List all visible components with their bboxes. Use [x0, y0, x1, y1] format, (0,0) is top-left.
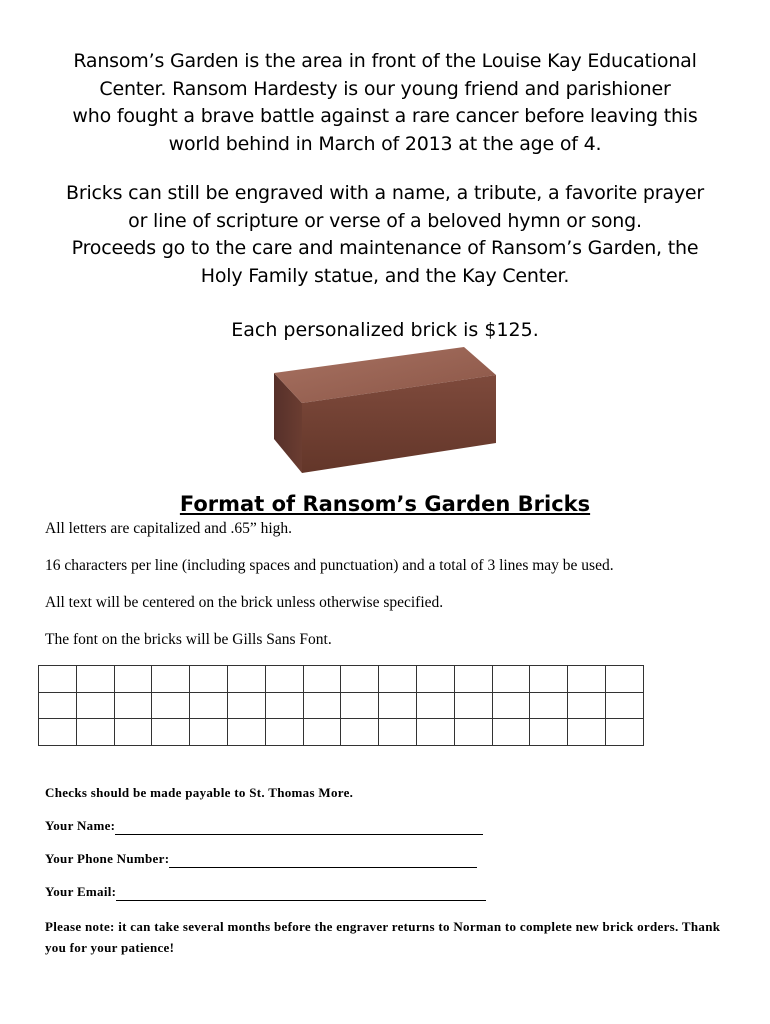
- grid-cell[interactable]: [379, 692, 417, 719]
- grid-row: [39, 719, 644, 746]
- grid-cell[interactable]: [39, 719, 77, 746]
- grid-cell[interactable]: [114, 719, 152, 746]
- intro-line: Center. Ransom Hardesty is our young friend and parishioner: [99, 77, 671, 100]
- grid-cell[interactable]: [568, 719, 606, 746]
- intro-line: Bricks can still be engraved with a name, a tribute, a favorite prayer: [66, 182, 704, 204]
- grid-cell[interactable]: [605, 666, 643, 693]
- grid-row: [39, 692, 644, 719]
- grid-cell[interactable]: [152, 719, 190, 746]
- grid-cell[interactable]: [341, 692, 379, 719]
- grid-cell[interactable]: [227, 719, 265, 746]
- intro-text: [40, 48, 730, 290]
- grid-cell[interactable]: [227, 692, 265, 719]
- grid-cell[interactable]: [605, 719, 643, 746]
- grid-cell[interactable]: [303, 719, 341, 746]
- checks-note: Checks should be made payable to St. Thomas More.: [45, 785, 354, 800]
- grid-cell[interactable]: [492, 692, 530, 719]
- grid-cell[interactable]: [265, 692, 303, 719]
- email-label: Your Email:: [45, 884, 117, 899]
- intro-line: or line of scripture or verse of a beloved hymn or song.: [128, 209, 642, 232]
- format-rule: The font on the bricks will be Gills Sans Font.: [45, 631, 332, 648]
- grid-cell[interactable]: [152, 666, 190, 693]
- grid-cell[interactable]: [114, 692, 152, 719]
- grid-cell[interactable]: [190, 666, 228, 693]
- name-line[interactable]: [115, 820, 483, 835]
- email-field[interactable]: [45, 883, 486, 901]
- format-heading: Format of Ransom’s Garden Bricks: [179, 492, 591, 516]
- grid-cell[interactable]: [454, 692, 492, 719]
- grid-cell[interactable]: [265, 719, 303, 746]
- grid-cell[interactable]: [303, 692, 341, 719]
- phone-label: Your Phone Number:: [45, 851, 170, 866]
- grid-cell[interactable]: [114, 666, 152, 693]
- grid-cell[interactable]: [303, 666, 341, 693]
- grid-cell[interactable]: [530, 692, 568, 719]
- phone-line[interactable]: [169, 853, 477, 868]
- patience-note: Please note: it can take several months before the engraver returns to Norman to complete new brick orders. Thank you for your patience!: [45, 919, 721, 955]
- intro-line: Proceeds go to the care and maintenance of Ransom’s Garden, the: [71, 237, 699, 259]
- grid-cell[interactable]: [568, 666, 606, 693]
- grid-cell[interactable]: [39, 666, 77, 693]
- grid-cell[interactable]: [76, 719, 114, 746]
- format-rule: All text will be centered on the brick unless otherwise specified.: [45, 594, 444, 611]
- grid-cell[interactable]: [265, 666, 303, 693]
- grid-cell[interactable]: [76, 692, 114, 719]
- grid-cell[interactable]: [454, 666, 492, 693]
- grid-cell[interactable]: [190, 719, 228, 746]
- grid-cell[interactable]: [341, 666, 379, 693]
- brick-character-grid: [38, 665, 644, 746]
- grid-cell[interactable]: [492, 719, 530, 746]
- grid-cell[interactable]: [416, 692, 454, 719]
- email-line[interactable]: [116, 886, 486, 901]
- format-rule: All letters are capitalized and .65” high.: [45, 520, 293, 537]
- intro-line: world behind in March of 2013 at the age of 4.: [168, 132, 602, 155]
- grid-cell[interactable]: [76, 666, 114, 693]
- name-label: Your Name:: [45, 818, 116, 833]
- name-field[interactable]: [45, 817, 483, 835]
- grid-cell[interactable]: [379, 719, 417, 746]
- format-rule: 16 characters per line (including spaces and punctuation) and a total of 3 lines may be used.: [45, 557, 614, 574]
- grid-cell[interactable]: [227, 666, 265, 693]
- grid-cell[interactable]: [568, 692, 606, 719]
- brick-image: [272, 345, 497, 480]
- grid-row: [39, 666, 644, 693]
- phone-field[interactable]: [45, 850, 477, 868]
- grid-cell[interactable]: [530, 719, 568, 746]
- grid-cell[interactable]: [492, 666, 530, 693]
- grid-cell[interactable]: [152, 692, 190, 719]
- grid-cell[interactable]: [530, 666, 568, 693]
- grid-cell[interactable]: [416, 666, 454, 693]
- grid-cell[interactable]: [605, 692, 643, 719]
- price-text: Each personalized brick is $125.: [231, 319, 539, 341]
- grid-cell[interactable]: [379, 666, 417, 693]
- grid-cell[interactable]: [39, 692, 77, 719]
- grid-cell[interactable]: [341, 719, 379, 746]
- intro-line: Ransom’s Garden is the area in front of the Louise Kay Educational: [73, 50, 697, 72]
- intro-line: Holy Family statue, and the Kay Center.: [200, 264, 570, 287]
- grid-cell[interactable]: [454, 719, 492, 746]
- grid-cell[interactable]: [190, 692, 228, 719]
- intro-line: who fought a brave battle against a rare cancer before leaving this: [72, 105, 698, 127]
- grid-cell[interactable]: [416, 719, 454, 746]
